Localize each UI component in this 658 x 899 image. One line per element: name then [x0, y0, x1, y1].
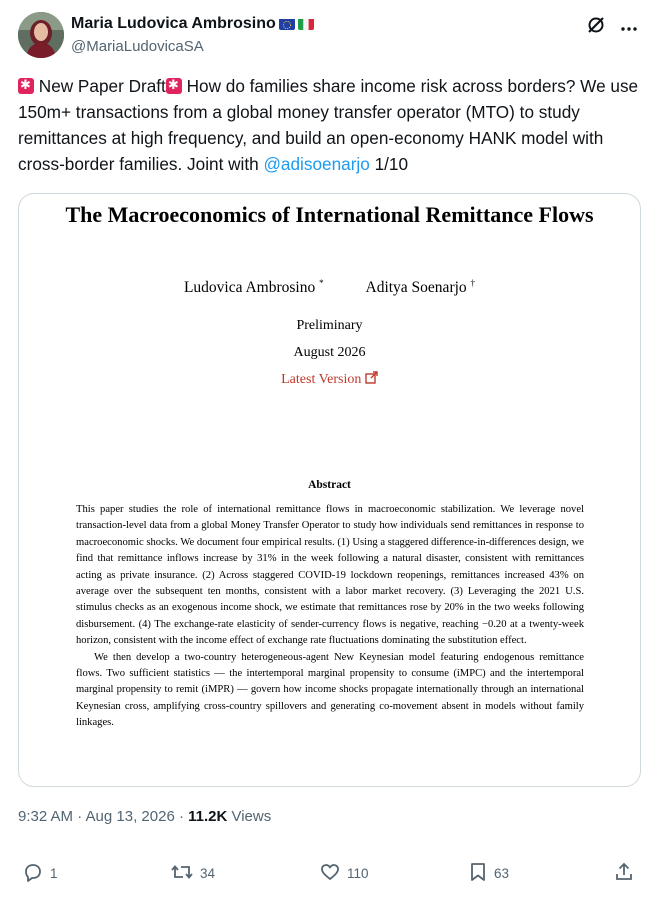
bookmark-icon	[468, 861, 488, 886]
views-count[interactable]: 11.2K	[188, 808, 228, 825]
italy-flag-icon	[298, 18, 314, 30]
like-count: 110	[347, 865, 369, 881]
share-button[interactable]	[614, 858, 634, 888]
eu-flag-icon	[279, 18, 295, 30]
heart-icon	[319, 861, 341, 886]
reply-count: 1	[50, 865, 58, 881]
paper-latest-version-label: Latest Version	[281, 372, 362, 387]
reply-icon	[22, 861, 44, 886]
paper-abstract-p1: This paper studies the role of international remittance flows in macroeconomic stabilization. We leverage novel transaction-level data from a global Money Transfer Operator to study how individuals send remittances in response to macroeconomic shocks. We document four empirical results. (1) Using a staggered difference-in-differences design, we find that remittance inflows increase by 31% in the week following a natural disaster, consistent with remittances acting as private insurance. (2) Across staggered COVID-19 lockdown reopenings, remittances increased 43% on average over the subsequent ten months, consistent with a labor market recovery. (3) Leveraging the 2021 U.S. stimulus checks as an exogenous income shock, we estimate that remittances rose by 20% in the two weeks following disbursement. (4) The exchange-rate elasticity of sender-currency flows is negative, reaching −0.20 at a twenty-week horizon, consistent with the income effect of exchange rate fluctuations dominating the substitution effect.	[76, 504, 584, 647]
paper-preview	[19, 194, 640, 786]
paper-abstract-heading: Abstract	[308, 479, 351, 491]
paper-author-2-mark: †	[470, 278, 476, 288]
views-label: Views	[227, 808, 272, 825]
repost-icon	[170, 861, 194, 886]
more-icon[interactable]	[620, 19, 638, 37]
display-name[interactable]: Maria Ludovica Ambrosino	[71, 15, 276, 32]
paper-author-1-mark: *	[319, 278, 324, 288]
paper-author-1	[184, 279, 324, 296]
handle[interactable]: @MariaLudovicaSA	[71, 38, 204, 55]
siren-icon	[166, 78, 182, 94]
share-icon	[614, 861, 634, 886]
header-actions	[586, 15, 638, 40]
tweet-text-part3: 1/10	[369, 154, 409, 174]
paper-date: August 2026	[293, 345, 366, 360]
repost-count: 34	[200, 865, 216, 881]
paper-title: The Macroeconomics of International Remittance Flows	[65, 202, 594, 227]
tweet-text	[18, 73, 643, 177]
paper-authors	[19, 278, 640, 297]
paper-latest-version	[19, 371, 640, 388]
name-row	[71, 15, 314, 33]
paper-author-2-name: Aditya Soenarjo	[365, 279, 467, 297]
external-link-icon	[365, 372, 378, 387]
paper-abstract-p2: We then develop a two-country heterogeneous-agent New Keynesian model featuring endogenous remittance flows. Two sufficient statistics — the intertemporal marginal propensity to consume (iMPC) and the intertemporal marginal propensity to remit (iMPR) — govern how income shocks propagate internationally through an international Keynesian cross, amplifying cross-country spillovers and generating co-movement absent in models without family linkages.	[76, 651, 584, 729]
bookmark-button[interactable]	[468, 858, 509, 888]
tweet-text-part2: How do families share income risk across borders? We use 150m+ transactions from a global money transfer operator (MTO) to study remittances at high frequency, and build an open-economy HANK model with cross-border families. Joint with	[18, 76, 639, 174]
paper-abstract	[76, 502, 584, 732]
tweet-meta	[18, 808, 271, 825]
siren-icon	[18, 78, 34, 94]
like-button[interactable]	[319, 858, 369, 888]
bookmark-count: 63	[494, 865, 510, 881]
action-bar	[18, 858, 640, 888]
paper-author-2	[366, 279, 476, 296]
avatar[interactable]	[18, 12, 64, 58]
reply-button[interactable]	[22, 858, 58, 888]
grok-icon[interactable]	[586, 15, 606, 40]
tweet-header	[18, 11, 640, 61]
timestamp[interactable]: 9:32 AM · Aug 13, 2026 ·	[18, 808, 189, 825]
tweet-text-part1: New Paper Draft	[34, 76, 166, 96]
media-image[interactable]	[18, 193, 641, 787]
mention-link[interactable]: @adisoenarjo	[263, 154, 370, 174]
repost-button[interactable]	[170, 858, 215, 888]
paper-status: Preliminary	[296, 318, 363, 333]
paper-author-1-name: Ludovica Ambrosino	[183, 279, 316, 297]
